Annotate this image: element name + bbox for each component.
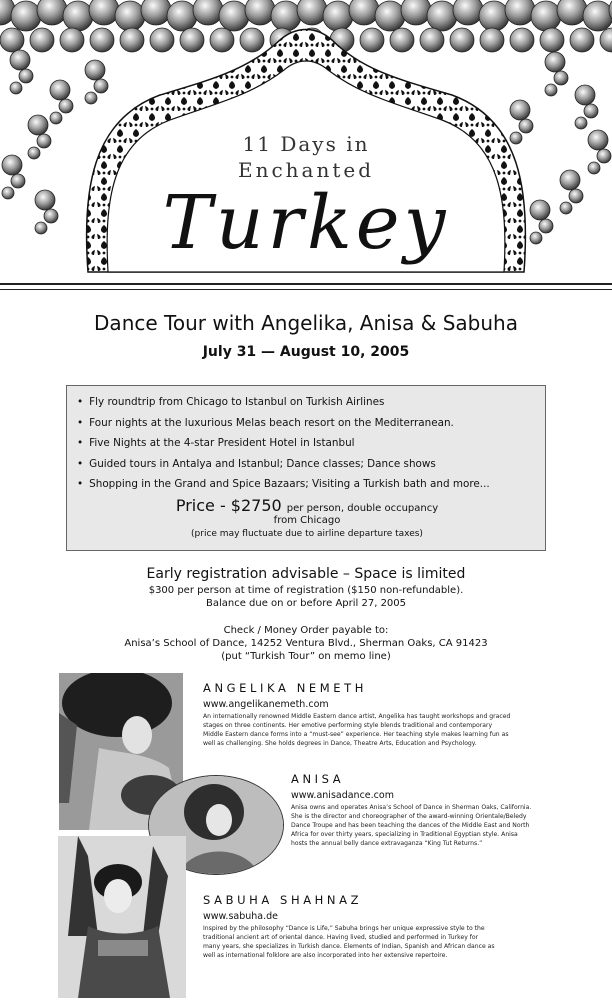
bio-line: Inspired by the philosophy “Dance is Life,” Sabuha brings her unique expressive style to the <box>203 925 485 932</box>
bio-line: An internationally renowned Middle Eastern dance artist, Angelika has taught workshops and graced <box>203 713 511 720</box>
coin-decoration <box>90 28 114 52</box>
registration-deposit: $300 per person at time of registration ($150 non-refundable). <box>148 585 464 596</box>
coin-decoration <box>323 1 353 31</box>
coin-decoration <box>575 85 595 105</box>
price-origin: from Chicago <box>273 515 341 526</box>
coin-decoration <box>583 1 612 31</box>
tour-subtitle: Dance Tour with Angelika, Anisa & Sabuha <box>94 311 518 335</box>
coin-decoration <box>570 28 594 52</box>
coin-decoration <box>450 28 474 52</box>
coin-decoration <box>375 1 405 31</box>
highlight-item: • Five Nights at the 4-star President Hotel in Istanbul <box>77 433 545 454</box>
coin-decoration <box>505 0 535 25</box>
sabuha-photo <box>58 836 186 998</box>
bio-line: well as challenging. She holds degrees in Dance, Theatre Arts, Education and Psychology. <box>203 739 477 747</box>
registration-balance: Balance due on or before April 27, 2005 <box>205 598 407 609</box>
coin-decoration <box>50 112 62 124</box>
instructor-website-link[interactable]: www.angelikanemeth.com <box>203 699 329 710</box>
coin-decoration <box>11 1 41 31</box>
instructor-bio <box>291 804 531 849</box>
coin-decoration <box>479 1 509 31</box>
bio-line: well as international folklore are also incorporated into her extensive repertoire. <box>203 951 448 959</box>
coin-decoration <box>10 50 30 70</box>
coin-decoration <box>245 0 275 25</box>
coin-decoration <box>540 28 564 52</box>
bio-angelika <box>203 681 510 749</box>
instructor-name: SABUHA SHAHNAZ <box>203 893 363 907</box>
coin-decoration <box>349 0 379 25</box>
price-suffix: per person, double occupancy <box>286 503 439 514</box>
coin-decoration <box>0 28 24 52</box>
highlight-item: • Shopping in the Grand and Spice Bazaars; Visiting a Turkish bath and more... <box>77 474 545 495</box>
bio-line: traditional ancient art of oriental dance. Having lived, studied and performed in Turkey for <box>203 933 479 941</box>
payment-line-1: Check / Money Order payable to: <box>223 625 389 636</box>
registration-headline: Early registration advisable – Space is limited <box>146 566 466 582</box>
title-line-1: 11 Days in <box>242 132 370 156</box>
coin-decoration <box>480 28 504 52</box>
coin-decoration <box>557 0 587 25</box>
coin-decoration <box>545 84 557 96</box>
highlights-list <box>67 386 545 495</box>
highlight-item: • Guided tours in Antalya and Istanbul; Dance classes; Dance shows <box>77 454 545 475</box>
bio-line: Anisa owns and operates Anisa’s School of Dance in Sherman Oaks, California. <box>291 804 532 811</box>
payment-line-3: (put “Turkish Tour” on memo line) <box>221 651 391 662</box>
coin-decoration <box>420 28 444 52</box>
highlight-item: • Four nights at the luxurious Melas beach resort on the Mediterranean. <box>77 413 545 434</box>
divider-top <box>0 283 612 285</box>
price-row <box>67 496 547 515</box>
coin-decoration <box>600 28 612 52</box>
instructor-name: ANISA <box>291 772 345 786</box>
instructor-bio <box>203 925 495 961</box>
bio-line: Middle Eastern dance forms into a “must-see” experience. Her teaching style makes learning fun as <box>203 730 509 738</box>
coin-decoration <box>545 52 565 72</box>
coin-decoration <box>271 1 301 31</box>
coin-decoration <box>50 80 70 100</box>
coin-decoration <box>510 100 530 120</box>
coin-decoration <box>10 82 22 94</box>
highlight-item: • Fly roundtrip from Chicago to Istanbul on Turkish Airlines <box>77 392 545 413</box>
coin-decoration <box>59 99 73 113</box>
coin-decoration <box>584 104 598 118</box>
bio-line: Dance Troupe and has been teaching the dances of the Middle East and North <box>291 821 530 829</box>
hero-banner <box>0 0 612 290</box>
divider-top-thin <box>0 289 612 290</box>
bio-line: Africa for over thirty years, specializing in Traditional Egyptian style. Anisa <box>291 830 518 838</box>
coin-decoration <box>531 1 561 31</box>
payment-line-2: Anisa’s School of Dance, 14252 Ventura Blvd., Sherman Oaks, CA 91423 <box>124 638 488 649</box>
coin-decoration <box>150 28 174 52</box>
coin-decoration <box>510 28 534 52</box>
coin-decoration <box>519 119 533 133</box>
price-note: (price may fluctuate due to airline departure taxes) <box>191 529 423 539</box>
instructor-bio <box>203 713 510 749</box>
instructor-website-link[interactable]: www.anisadance.com <box>291 790 394 801</box>
coin-decoration <box>60 28 84 52</box>
coin-decoration <box>19 69 33 83</box>
title-line-2: Enchanted <box>237 158 375 182</box>
instructor-website-link[interactable]: www.sabuha.de <box>203 911 279 922</box>
bio-anisa <box>291 772 531 849</box>
coin-decoration <box>401 0 431 25</box>
tour-dates: July 31 — August 10, 2005 <box>202 344 410 360</box>
coin-decoration <box>390 28 414 52</box>
coin-decoration <box>453 0 483 25</box>
bio-line: many years, she specializes in Turkish dance. Elements of Indian, Spanish and African dance as <box>203 942 495 950</box>
price-label: Price - $2750 <box>175 496 282 515</box>
coin-decoration <box>193 0 223 25</box>
bio-sabuha <box>203 893 495 961</box>
coin-decoration <box>30 28 54 52</box>
coin-decoration <box>167 1 197 31</box>
coin-decoration <box>63 1 93 31</box>
coin-decoration <box>240 28 264 52</box>
instructor-name: ANGELIKA NEMETH <box>203 681 368 695</box>
coin-decoration <box>85 92 97 104</box>
coin-decoration <box>427 1 457 31</box>
coin-decoration <box>180 28 204 52</box>
bio-line: She is the director and choreographer of the award-winning Orientale/Beledy <box>291 812 527 820</box>
coin-decoration <box>85 60 105 80</box>
coin-decoration <box>89 0 119 25</box>
coin-decoration <box>554 71 568 85</box>
bio-line: stages on three continents. Her emotive performing style blends traditional and contemporary <box>203 721 493 729</box>
script-title: Turkey <box>162 180 450 266</box>
coin-decoration <box>360 28 384 52</box>
coin-decoration <box>115 1 145 31</box>
coin-decoration <box>219 1 249 31</box>
coin-decoration <box>94 79 108 93</box>
coin-decoration <box>297 0 327 25</box>
coin-decoration <box>141 0 171 25</box>
bio-line: hosts the annual belly dance extravaganza “King Tut Returns.” <box>291 839 483 847</box>
coin-decoration <box>37 0 67 25</box>
coin-decoration <box>575 117 587 129</box>
coin-decoration <box>210 28 234 52</box>
highlights-box <box>66 385 546 551</box>
coin-decoration <box>120 28 144 52</box>
